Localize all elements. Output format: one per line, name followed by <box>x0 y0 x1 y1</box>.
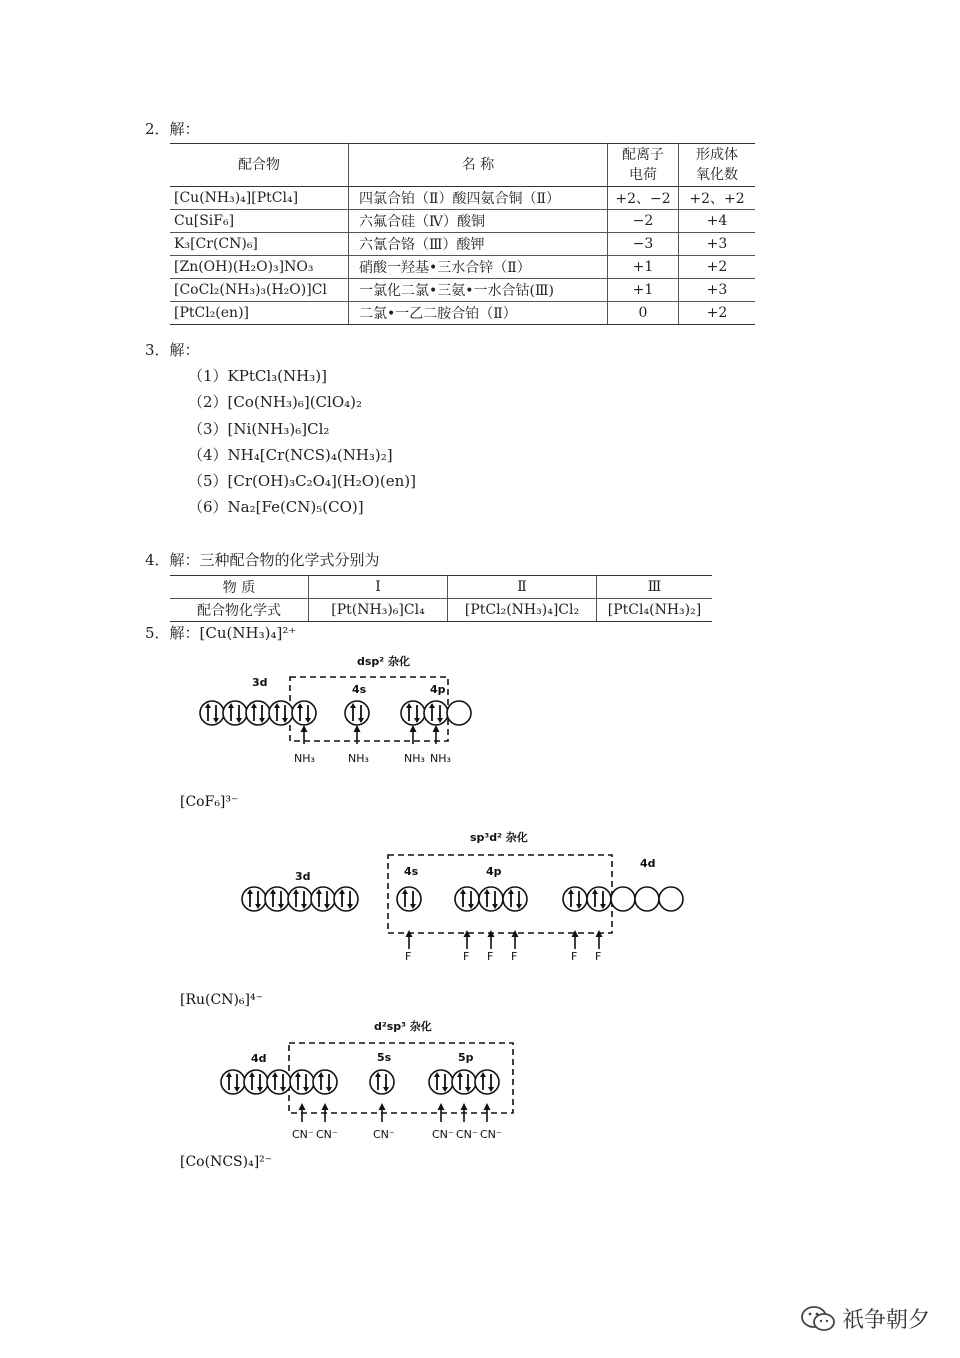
cell-name: 六氰合铬（Ⅲ）酸钾 <box>349 233 608 256</box>
orbital-label-4s: 4s <box>352 683 367 696</box>
orbital-label-5p: 5p <box>458 1051 474 1064</box>
cell-oxidation: +3 <box>679 233 756 256</box>
orbital-label-4d: 4d <box>640 857 656 870</box>
ligand-label: CN⁻ <box>432 1128 454 1141</box>
q3-item-2: （2）[Co(NH₃)₆](ClO₄)₂ <box>188 393 362 411</box>
q3-item-3: （3）[Ni(NH₃)₆]Cl₂ <box>188 420 330 438</box>
ligand-label: F <box>487 950 494 963</box>
cell-header: Ⅰ <box>309 576 448 599</box>
cell-header: Ⅱ <box>448 576 597 599</box>
header-compound: 配合物 <box>170 144 349 187</box>
cell-charge: +2、−2 <box>608 187 679 210</box>
cell-charge: 0 <box>608 302 679 325</box>
ligand-label: CN⁻ <box>316 1128 338 1141</box>
cell-charge: −3 <box>608 233 679 256</box>
cell-oxidation: +2、+2 <box>679 187 756 210</box>
ligand-label: CN⁻ <box>456 1128 478 1141</box>
cell-charge: +1 <box>608 279 679 302</box>
cell-formula: [PtCl₂(en)] <box>170 302 349 325</box>
ligand-label: F <box>571 950 578 963</box>
cell-oxidation: +3 <box>679 279 756 302</box>
cell-formula: [Pt(NH₃)₆]Cl₄ <box>309 599 448 622</box>
ligand-label: F <box>405 950 412 963</box>
diagram-cu-nh3 <box>200 654 471 765</box>
cell-formula: [Cu(NH₃)₄][PtCl₄] <box>170 187 349 210</box>
hyb-label: dsp² 杂化 <box>357 655 410 668</box>
ligand-label: F <box>511 950 518 963</box>
wechat-icon <box>800 1305 836 1333</box>
orbital-label-4p: 4p <box>486 865 502 878</box>
ion-label-co-ncs: [Co(NCS)₄]²⁻ <box>180 1154 273 1170</box>
orbital-label-4d: 4d <box>251 1052 267 1065</box>
ion-label-cof6: [CoF₆]³⁻ <box>180 794 239 810</box>
cell-formula: [PtCl₄(NH₃)₂] <box>597 599 713 622</box>
ligand-label: CN⁻ <box>292 1128 314 1141</box>
cell-header: 物 质 <box>170 576 309 599</box>
ligand-label: NH₃ <box>294 752 315 765</box>
cell-label: 配合物化学式 <box>170 599 309 622</box>
cell-name: 四氯合铂（Ⅱ）酸四氨合铜（Ⅱ） <box>349 187 608 210</box>
orbital-label-4s: 4s <box>404 865 419 878</box>
cell-formula: Cu[SiF₆] <box>170 210 349 233</box>
cell-name: 一氯化二氯•三氨•一水合钴(Ⅲ) <box>349 279 608 302</box>
cell-formula: [PtCl₂(NH₃)₄]Cl₂ <box>448 599 597 622</box>
watermark-text: 祇争朝夕 <box>841 1308 930 1333</box>
cell-formula: [Zn(OH)(H₂O)₃]NO₃ <box>170 256 349 279</box>
hyb-label: sp³d² 杂化 <box>470 831 528 844</box>
q3-item-5: （5）[Cr(OH)₃C₂O₄](H₂O)(en)] <box>188 472 416 490</box>
cell-name: 六氟合硅（Ⅳ）酸铜 <box>349 210 608 233</box>
ligand-label: CN⁻ <box>373 1128 395 1141</box>
q2-label: 2．解： <box>145 120 200 138</box>
orbital-label-3d: 3d <box>295 870 311 883</box>
q3-item-1: （1）KPtCl₃(NH₃)] <box>188 367 327 385</box>
orbital-label-4p: 4p <box>430 683 446 696</box>
ligand-label: NH₃ <box>404 752 425 765</box>
diagram-ru-cn6 <box>221 1019 513 1141</box>
watermark <box>800 1303 930 1334</box>
q4-label: 4．解：三种配合物的化学式分别为 <box>145 551 380 569</box>
cell-oxidation: +2 <box>679 302 756 325</box>
cell-header: Ⅲ <box>597 576 713 599</box>
ligand-label: CN⁻ <box>480 1128 502 1141</box>
cell-oxidation: +4 <box>679 210 756 233</box>
ligand-label: F <box>463 950 470 963</box>
ligand-label: NH₃ <box>348 752 369 765</box>
ion-label-ru: [Ru(CN)₆]⁴⁻ <box>180 992 263 1008</box>
ligand-label: F <box>595 950 602 963</box>
ligand-label: NH₃ <box>430 752 451 765</box>
cell-name: 二氯•一乙二胺合铂（Ⅱ） <box>349 302 608 325</box>
q5-label: 5．解：[Cu(NH₃)₄]²⁺ <box>145 624 297 642</box>
cell-formula: K₃[Cr(CN)₆] <box>170 233 349 256</box>
header-charge: 配离子 电荷 <box>608 144 679 187</box>
cell-oxidation: +2 <box>679 256 756 279</box>
cell-charge: +1 <box>608 256 679 279</box>
hyb-label: d²sp³ 杂化 <box>374 1020 432 1033</box>
diagram-cof6 <box>242 830 683 963</box>
orbital-label-3d: 3d <box>252 676 268 689</box>
cell-name: 硝酸一羟基•三水合锌（Ⅱ） <box>349 256 608 279</box>
cell-formula: [CoCl₂(NH₃)₃(H₂O)]Cl <box>170 279 349 302</box>
q3-item-4: （4）NH₄[Cr(NCS)₄(NH₃)₂] <box>188 446 393 464</box>
header-oxidation: 形成体 氧化数 <box>679 144 756 187</box>
header-name: 名 称 <box>349 144 608 187</box>
cell-charge: −2 <box>608 210 679 233</box>
q3-item-6: （6）Na₂[Fe(CN)₅(CO)] <box>188 498 364 516</box>
orbital-label-5s: 5s <box>377 1051 392 1064</box>
q3-label: 3．解： <box>145 341 200 359</box>
